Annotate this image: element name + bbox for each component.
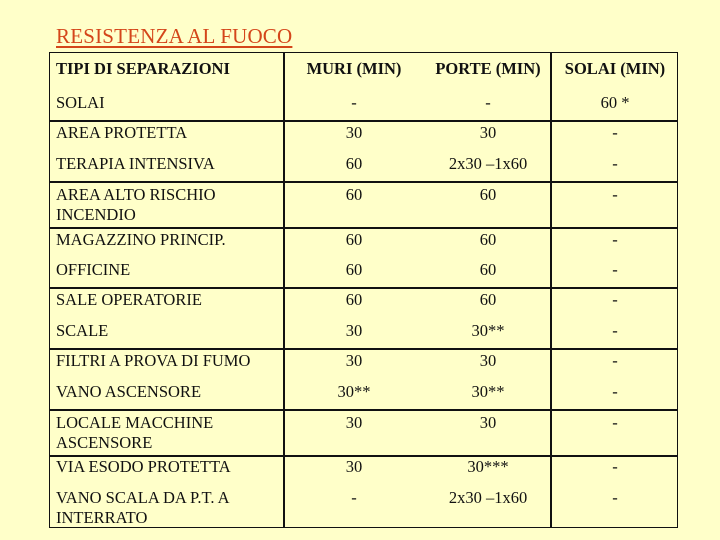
cell-porte: 60 [479,230,497,249]
cell-muri: 30 [345,123,363,142]
cell-porte: 30 [479,351,497,370]
cell-porte: 2x30 –1x60 [448,488,528,507]
row-name: LOCALE MACCHINE ASCENSORE [56,413,214,452]
cell-muri: 30** [337,382,371,401]
cell-solai: - [612,185,618,204]
row-name: SCALE [56,321,109,340]
cell-solai: - [612,260,618,279]
cell-muri: 60 [345,260,363,279]
cell-solai: - [612,413,618,432]
cell-porte: 30** [471,321,505,340]
row-name: FILTRI A PROVA DI FUMO [56,351,251,370]
header-tipi: TIPI DI SEPARAZIONI [56,59,230,78]
row-divider [50,227,677,229]
cell-porte: 60 [479,290,497,309]
header-porte: PORTE (MIN) [435,59,541,78]
row-divider [50,287,677,289]
cell-solai: - [612,382,618,401]
row-name: AREA PROTETTA [56,123,188,142]
cell-porte: - [485,93,491,112]
row-name: VIA ESODO PROTETTA [56,457,231,476]
fire-resistance-table [49,52,678,528]
row-name: MAGAZZINO PRINCIP. [56,230,226,249]
cell-muri: 60 [345,154,363,173]
row-name: SALE OPERATORIE [56,290,202,309]
cell-porte: 2x30 –1x60 [448,154,528,173]
cell-porte: 30 [479,413,497,432]
cell-solai: - [612,154,618,173]
header-muri: MURI (MIN) [306,59,402,78]
cell-muri: - [351,93,357,112]
cell-muri: 30 [345,321,363,340]
row-name: OFFICINE [56,260,131,279]
cell-muri: - [351,488,357,507]
row-divider [50,181,677,183]
cell-porte: 30** [471,382,505,401]
row-name: VANO ASCENSORE [56,382,202,401]
row-name: SOLAI [56,93,105,112]
row-name: VANO SCALA DA P.T. A INTERRATO [56,488,229,527]
cell-porte: 30 [479,123,497,142]
cell-solai: - [612,230,618,249]
slide-title: RESISTENZA AL FUOCO [56,24,293,48]
row-divider [50,348,677,350]
cell-muri: 30 [345,351,363,370]
row-name: AREA ALTO RISCHIO INCENDIO [56,185,216,224]
cell-solai: - [612,488,618,507]
cell-solai: - [612,351,618,370]
cell-muri: 30 [345,413,363,432]
row-divider [50,120,677,122]
cell-muri: 60 [345,290,363,309]
header-solai: SOLAI (MIN) [564,59,666,78]
cell-solai: - [612,321,618,340]
cell-muri: 60 [345,230,363,249]
cell-solai: - [612,123,618,142]
cell-muri: 60 [345,185,363,204]
row-name: TERAPIA INTENSIVA [56,154,215,173]
cell-muri: 30 [345,457,363,476]
cell-porte: 60 [479,260,497,279]
cell-solai: 60 * [600,93,630,112]
cell-porte: 60 [479,185,497,204]
cell-porte: 30*** [467,457,509,476]
row-divider [50,409,677,411]
cell-solai: - [612,290,618,309]
cell-solai: - [612,457,618,476]
